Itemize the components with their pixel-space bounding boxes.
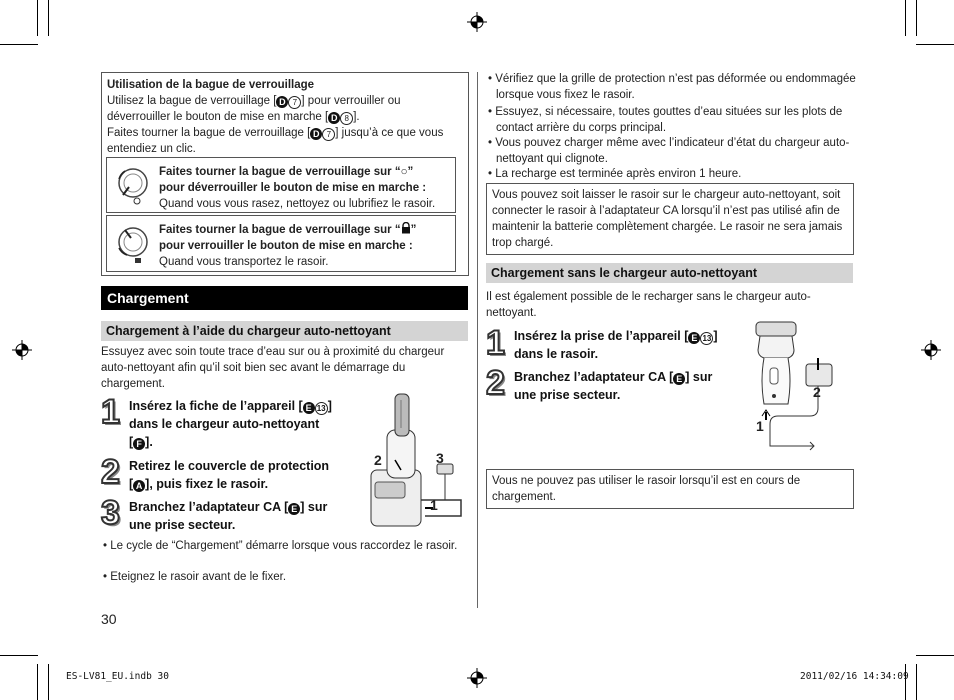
figure-label: 2 — [813, 384, 821, 400]
ref-number: 13 — [700, 332, 713, 345]
text-line: ] — [713, 329, 718, 343]
ref-number: 7 — [322, 128, 335, 141]
lock-ring-text — [107, 77, 463, 157]
lock-ring-box — [101, 72, 469, 276]
bullet-item: • La recharge est terminée après environ 1 heure. — [488, 168, 742, 180]
figure-label: 1 — [756, 418, 764, 434]
figure-label: 2 — [374, 452, 382, 468]
registration-mark-icon — [467, 12, 487, 32]
text-line: [ — [129, 435, 134, 449]
step-number: 1 — [486, 324, 505, 362]
footer-file: ES-LV81_EU.indb 30 — [66, 671, 169, 682]
text-line: ] sur — [300, 500, 328, 514]
text-line: Faites tourner la bague de verrouillage sur “ — [159, 166, 401, 178]
ref-number: 7 — [288, 96, 301, 109]
step-text — [129, 397, 359, 451]
note-box: Vous pouvez soit laisser le rasoir sur le chargeur auto-nettoyant, soit connecter le rasoir à l’adaptateur CA lorsqu’il n’est pas utilisé afin de maintenir la batterie complètement chargée. Le rasoir ne sera jamais trop chargé. — [486, 183, 854, 255]
step-number: 3 — [101, 494, 120, 532]
lock-ring-icon — [115, 222, 153, 266]
text-line: dans le rasoir. — [514, 347, 599, 361]
text-line: Faites tourner la bague de verrouillage sur “ — [159, 224, 401, 236]
unlock-text — [159, 164, 453, 212]
text-line: ], puis fixez le rasoir. — [145, 477, 269, 491]
ref-badge: E — [288, 503, 300, 515]
text-line: Faites tourner la bague de verrouillage [ — [107, 127, 311, 139]
text-line: Branchez l’adaptateur CA [ — [129, 500, 289, 514]
ref-badge: F — [133, 438, 145, 450]
section-heading: Chargement — [101, 286, 468, 310]
ref-badge: E — [673, 373, 685, 385]
unlock-ring-icon — [115, 165, 153, 207]
bullet-item: • Eteignez le rasoir avant de le fixer. — [103, 571, 287, 583]
crop-mark — [48, 0, 49, 36]
step-number: 2 — [101, 453, 120, 491]
ref-number: 13 — [315, 402, 328, 415]
text-line: ] jusqu’à ce que vous — [335, 127, 444, 139]
ref-badge: D — [328, 112, 340, 124]
step-text — [514, 368, 744, 404]
text-line: une prise secteur. — [129, 518, 236, 532]
text-line: Utilisez la bague de verrouillage [ — [107, 95, 277, 107]
column-divider — [477, 72, 478, 608]
crop-mark — [0, 655, 38, 656]
text-line: ] sur — [685, 370, 713, 384]
text-line: Quand vous transportez le rasoir. — [159, 256, 329, 268]
intro-text: Essuyez avec soin toute trace d’eau sur ou à proximité du chargeur auto-nettoyant afin qu’il soit bien sec avant le démarrage du chargement. — [101, 346, 445, 390]
subsection-heading: Chargement à l’aide du chargeur auto-nettoyant — [101, 321, 468, 341]
text-line: Insérez la fiche de l’appareil [ — [129, 399, 303, 413]
figure-label: 1 — [430, 497, 438, 513]
crop-mark — [916, 655, 954, 656]
crop-mark — [905, 664, 906, 700]
text-line: Branchez l’adaptateur CA [ — [514, 370, 674, 384]
step-number: 1 — [101, 393, 120, 431]
shaver-adapter-illustration-icon — [748, 320, 838, 460]
text-line: déverrouiller le bouton de mise en marche [ — [107, 111, 329, 123]
crop-mark — [905, 0, 906, 36]
bullet-item: • Vérifiez que la grille de protection n’est pas déformée ou endommagée lorsque vous fixez le rasoir. — [488, 73, 856, 101]
step-text — [129, 457, 359, 493]
text-line: une prise secteur. — [514, 388, 621, 402]
ref-badge: E — [303, 402, 315, 414]
unlock-symbol: ○ — [400, 166, 408, 178]
crop-mark — [916, 44, 954, 45]
registration-mark-icon — [467, 668, 487, 688]
bullet-item: • Le cycle de “Chargement” démarre lorsque vous raccordez le rasoir. — [103, 540, 458, 552]
unlock-row — [106, 157, 456, 213]
crop-mark — [0, 44, 38, 45]
ref-badge: E — [688, 332, 700, 344]
text-line: dans le chargeur auto-nettoyant — [129, 417, 320, 431]
text-line: ] pour verrouiller ou — [301, 95, 401, 107]
ref-number: 8 — [340, 112, 353, 125]
text-line: [ — [129, 477, 134, 491]
lock-ring-title: Utilisation de la bague de verrouillage — [107, 79, 315, 91]
text-line: ” — [410, 224, 417, 236]
registration-mark-icon — [12, 340, 32, 360]
text-line: ] — [327, 399, 332, 413]
text-line: pour déverrouiller le bouton de mise en marche : — [159, 182, 427, 194]
text-line: pour verrouiller le bouton de mise en marche : — [159, 240, 413, 252]
text-line: Retirez le couvercle de protection — [129, 459, 330, 473]
subsection-heading: Chargement sans le chargeur auto-nettoyant — [486, 263, 853, 283]
text-line: ]. — [145, 435, 153, 449]
crop-mark — [37, 0, 38, 36]
lock-text — [159, 222, 453, 270]
registration-mark-icon — [921, 340, 941, 360]
text-line: ]. — [353, 111, 360, 123]
ref-badge: D — [276, 96, 288, 108]
figure-label: 3 — [436, 450, 444, 466]
step-text — [514, 327, 744, 363]
intro-text: Il est également possible de le recharger sans le chargeur auto-nettoyant. — [486, 291, 811, 319]
step-text — [129, 498, 359, 534]
text-line: Quand vous vous rasez, nettoyez ou lubrifiez le rasoir. — [159, 198, 436, 210]
text-line: Insérez la prise de l’appareil [ — [514, 329, 689, 343]
text-line: entendiez un clic. — [107, 143, 196, 155]
text-line: ” — [407, 166, 414, 178]
ref-badge: D — [310, 128, 322, 140]
page-number: 30 — [101, 611, 117, 627]
ref-badge: A — [133, 480, 145, 492]
crop-mark — [37, 664, 38, 700]
bullet-item: • Essuyez, si nécessaire, toutes gouttes d’eau situées sur les plots de contact arrière du corps principal. — [488, 106, 843, 134]
footer-date: 2011/02/16 14:34:09 — [800, 671, 909, 682]
step-number: 2 — [486, 364, 505, 402]
padlock-icon — [401, 222, 411, 234]
crop-mark — [916, 664, 917, 700]
note-box: Vous ne pouvez pas utiliser le rasoir lorsqu’il est en cours de chargement. — [486, 469, 854, 509]
bullet-item: • Vous pouvez charger même avec l’indicateur d’état du chargeur auto-nettoyant qui clignote. — [488, 137, 850, 165]
crop-mark — [48, 664, 49, 700]
lock-row — [106, 215, 456, 272]
crop-mark — [916, 0, 917, 36]
